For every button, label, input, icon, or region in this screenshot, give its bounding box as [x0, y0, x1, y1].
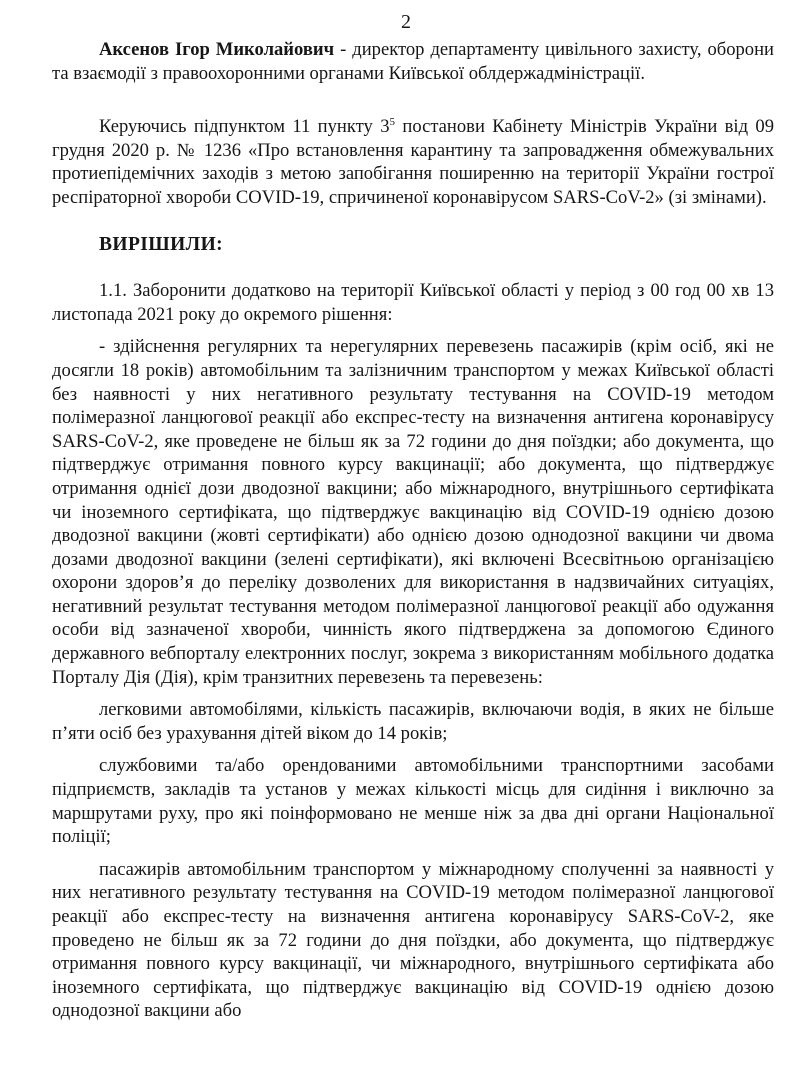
member-role: - директор департаменту цивільного захисту, оборони та взаємодії з правоохоронними органами Київської облдержадміністрації.: [52, 39, 775, 84]
commission-member-paragraph: [52, 38, 774, 85]
passenger-transport-restriction-paragraph: - здійснення регулярних та нерегулярних перевезень пасажирів (крім осіб, які не досягли 18 років) автомобільним та залізничним транспортом у межах Київської області без наявності у них негативного результату тестування на COVID-19 методом полімеразної ланцюгової реакції або експрес-тесту на визначення антигена коронавірусу SARS-CoV-2, яке проведене не більш як за 72 години до дня поїздки; або документа, що підтверджує отримання повного курсу вакцинації; або документа, що підтверджує отримання однієї дози дводозної вакцини; або міжнародного, внутрішнього сертифіката чи іноземного сертифіката, що підтверджує вакцинацію від COVID-19 однією дозою дводозної вакцини (жовті сертифікати) або однією дозою однодозної вакцини чи двома дозами дводозної вакцини (зелені сертифікати), які включені Всесвітньою організацією охорони здоров’я до переліку дозволених для використання в надзвичайних ситуаціях, негативний результат тестування методом полімеразної ланцюгової реакції або одужання особи від зазначеної хвороби, чинність якого підтверджена за допомогою Єдиного державного вебпорталу електронних послуг, зокрема з використанням мобільного додатка Порталу Дія (Дія), крім транзитних перевезень та перевезень:: [52, 336, 774, 688]
international-transport-exception-paragraph: пасажирів автомобільним транспортом у міжнародному сполученні за наявності у них негативного результату тестування на COVID-19 методом полімеразної ланцюгової реакції або експрес-тесту на визначення антигена коронавірусу SARS-CoV-2, яке проведено не більш як за 72 години до дня поїздки, або документа, що підтверджує отримання повного курсу вакцинації, чи міжнародного, внутрішнього сертифіката або іноземного сертифіката, що підтверджує вакцинацію від COVID-19 однією дозою однодозної вакцини або: [52, 858, 774, 1022]
legal-basis-paragraph: [52, 115, 774, 209]
legal-basis-start: Керуючись підпунктом 11 пункту 3: [99, 116, 390, 138]
legal-basis-superscript: 5: [389, 116, 395, 128]
decision-heading: ВИРІШИЛИ:: [99, 233, 224, 255]
service-vehicles-exception-paragraph: службовими та/або орендованими автомобільними транспортними засобами підприємств, закладів та установ у межах кількості місць для сидіння і виключно за маршрутами руху, про які поінформовано не менше ніж за два дні органи Національної поліції;: [52, 755, 774, 848]
page-number: 2: [401, 11, 411, 33]
item-1-1-paragraph: 1.1. Заборонити додатково на території Київської області у період з 00 год 00 хв 13 листопада 2021 року до окремого рішення:: [52, 280, 774, 325]
member-name: Аксенов Ігор Миколайович: [99, 39, 335, 60]
passenger-cars-exception-paragraph: легковими автомобілями, кількість пасажирів, включаючи водія, в яких не більше п’яти осіб без урахування дітей віком до 14 років;: [52, 699, 774, 744]
legal-basis-rest: постанови Кабінету Міністрів України від 09 грудня 2020 р. № 1236 «Про встановлення карантину та запровадження обмежувальних протиепідемічних заходів з метою запобігання поширенню на території України гострої респіраторної хвороби COVID-19, спричиненої коронавірусом SARS-CoV-2» (зі змінами).: [52, 116, 774, 208]
